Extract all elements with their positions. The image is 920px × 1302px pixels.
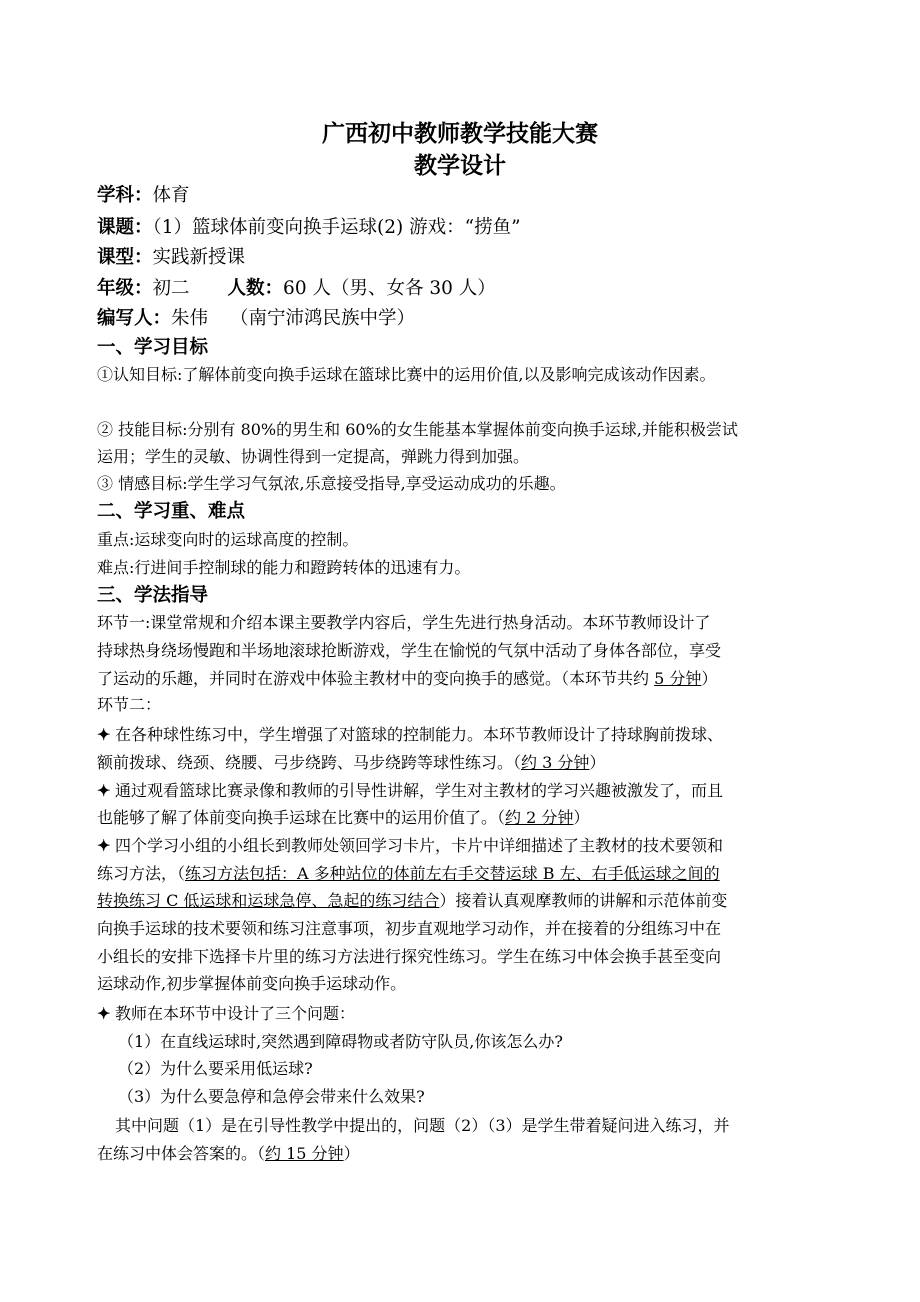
document-subtitle: 教学设计 xyxy=(414,152,506,179)
duration-note: 约 2 分钟 xyxy=(505,808,574,827)
text-run: 了运动的乐趣，并同时在游戏中体验主教材中的变向换手的感觉。（本环节共约 xyxy=(97,669,655,688)
bullet-line xyxy=(97,778,723,801)
bullet-line xyxy=(97,722,723,745)
text-run: 通过观看篮球比赛录像和教师的引导性讲解，学生对主教材的学习兴趣被激发了，而且 xyxy=(115,781,724,800)
star-bullet-icon: ✦ xyxy=(97,836,111,855)
paragraph-line xyxy=(97,805,589,828)
paragraph-line: 环节二： xyxy=(97,695,162,714)
goal-emotion: ③ 情感目标:学生学习气氛浓,乐意接受指导,享受运动成功的乐趣。 xyxy=(97,474,566,493)
question-3: （3）为什么要急停和急停会带来什么效果? xyxy=(118,1087,425,1106)
count-label: 人数： xyxy=(227,278,284,299)
grade-value: 初二 xyxy=(152,278,190,299)
author-label: 编写人： xyxy=(97,308,172,329)
question-1: （1）在直线运球时,突然遇到障碍物或者防守队员,你该怎么办? xyxy=(118,1032,563,1051)
goal-skill: ② 技能目标:分别有 80%的男生和 60%的女生能基本掌握体前变向换手运球,并能积极尝试 xyxy=(97,420,738,439)
bullet-line xyxy=(97,1001,355,1024)
subject-value: 体育 xyxy=(152,185,190,206)
paragraph-line: 小组长的安排下选择卡片里的练习方法进行探究性练习。学生在练习中体会换手甚至变向 xyxy=(97,947,722,966)
goal-skill-cont: 运用；学生的灵敏、协调性得到一定提高，弹跳力得到加强。 xyxy=(97,447,530,466)
paragraph-line xyxy=(97,1141,360,1164)
text-run: ） xyxy=(589,753,606,772)
topic-label: 课题： xyxy=(97,217,153,238)
paragraph-line: 其中问题（1）是在引导性教学中提出的，问题（2）（3）是学生带着疑问进入练习，并 xyxy=(115,1116,730,1135)
text-run: 教师在本环节中设计了三个问题： xyxy=(115,1004,356,1023)
question-2: （2）为什么要采用低运球? xyxy=(118,1059,313,1078)
duration-note: 约 3 分钟 xyxy=(521,753,590,772)
paragraph-line: 环节一:课堂常规和介绍本课主要教学内容后，学生先进行热身活动。本环节教师设计了 xyxy=(97,613,711,632)
key-point: 重点:运球变向时的运球高度的控制。 xyxy=(97,530,359,549)
subject-line xyxy=(97,181,190,207)
paragraph-line xyxy=(97,888,727,911)
grade-label: 年级： xyxy=(97,278,153,299)
star-bullet-icon: ✦ xyxy=(97,725,111,744)
document-title: 广西初中教师教学技能大赛 xyxy=(322,120,598,147)
text-run: ） xyxy=(573,808,590,827)
duration-note: 5 分钟 xyxy=(654,669,702,688)
text-run: 四个学习小组的小组长到教师处领回学习卡片，卡片中详细描述了主教材的技术要领和 xyxy=(115,836,724,855)
count-value: 60 人（男、女各 30 人） xyxy=(283,278,496,299)
text-run: 额前拨球、绕颈、绕腰、弓步绕跨、马步绕跨等球性练习。（ xyxy=(97,753,522,772)
difficult-point: 难点:行进间手控制球的能力和蹬跨转体的迅速有力。 xyxy=(97,558,471,577)
school-value: （南宁沛鸿民族中学） xyxy=(230,308,416,329)
paragraph-line xyxy=(97,750,605,773)
type-value: 实践新授课 xyxy=(152,247,246,268)
practice-methods: 转换练习 C 低运球和运球急停、急起的练习结合 xyxy=(97,891,440,910)
duration-note: 约 15 分钟 xyxy=(265,1144,344,1163)
text-run: ） xyxy=(343,1144,360,1163)
type-line xyxy=(97,243,245,269)
star-bullet-icon: ✦ xyxy=(97,781,111,800)
paragraph-line: 向换手运球的技术要领和练习注意事项，初步直观地学习动作，并在接着的分组练习中在 xyxy=(97,919,722,938)
topic-value: （1）篮球体前变向换手运球(2) 游戏：“捞鱼” xyxy=(152,217,521,238)
goal-cognitive: ①认知目标:了解体前变向换手运球在篮球比赛中的运用价值,以及影响完成该动作因素。 xyxy=(97,365,716,384)
paragraph-line xyxy=(97,861,720,884)
text-run: ） xyxy=(701,669,718,688)
section-heading-goals: 一、学习目标 xyxy=(97,337,209,358)
text-run: 练习方法，（ xyxy=(97,864,186,883)
paragraph-line: 持球热身绕场慢跑和半场地滚球抢断游戏，学生在愉悦的气氛中活动了身体各部位，享受 xyxy=(97,641,722,660)
text-run: ）接着认真观摩教师的讲解和示范体前变 xyxy=(439,891,728,910)
author-value: 朱伟 xyxy=(171,308,209,329)
text-run: 在练习中体会答案的。（ xyxy=(97,1144,266,1163)
text-run: 也能够了解了体前变向换手运球在比赛中的运用价值了。（ xyxy=(97,808,506,827)
text-run: 在各种球性练习中，学生增强了对篮球的控制能力。本环节教师设计了持球胸前拨球、 xyxy=(115,725,724,744)
grade-line xyxy=(97,274,496,300)
section-heading-keypoints: 二、学习重、难点 xyxy=(97,501,246,522)
author-line xyxy=(97,304,415,330)
bullet-line xyxy=(97,833,723,856)
subject-label: 学科： xyxy=(97,185,153,206)
type-label: 课型： xyxy=(97,247,153,268)
paragraph-line: 运球动作,初步掌握体前变向换手运球动作。 xyxy=(97,974,407,993)
practice-methods: 练习方法包括：A 多种站位的体前左右手交替运球 B 左、右手低运球之间的 xyxy=(185,864,720,883)
section-heading-method: 三、学法指导 xyxy=(97,585,209,606)
star-bullet-icon: ✦ xyxy=(97,1004,111,1023)
topic-line xyxy=(97,213,521,239)
paragraph-line xyxy=(97,666,717,689)
